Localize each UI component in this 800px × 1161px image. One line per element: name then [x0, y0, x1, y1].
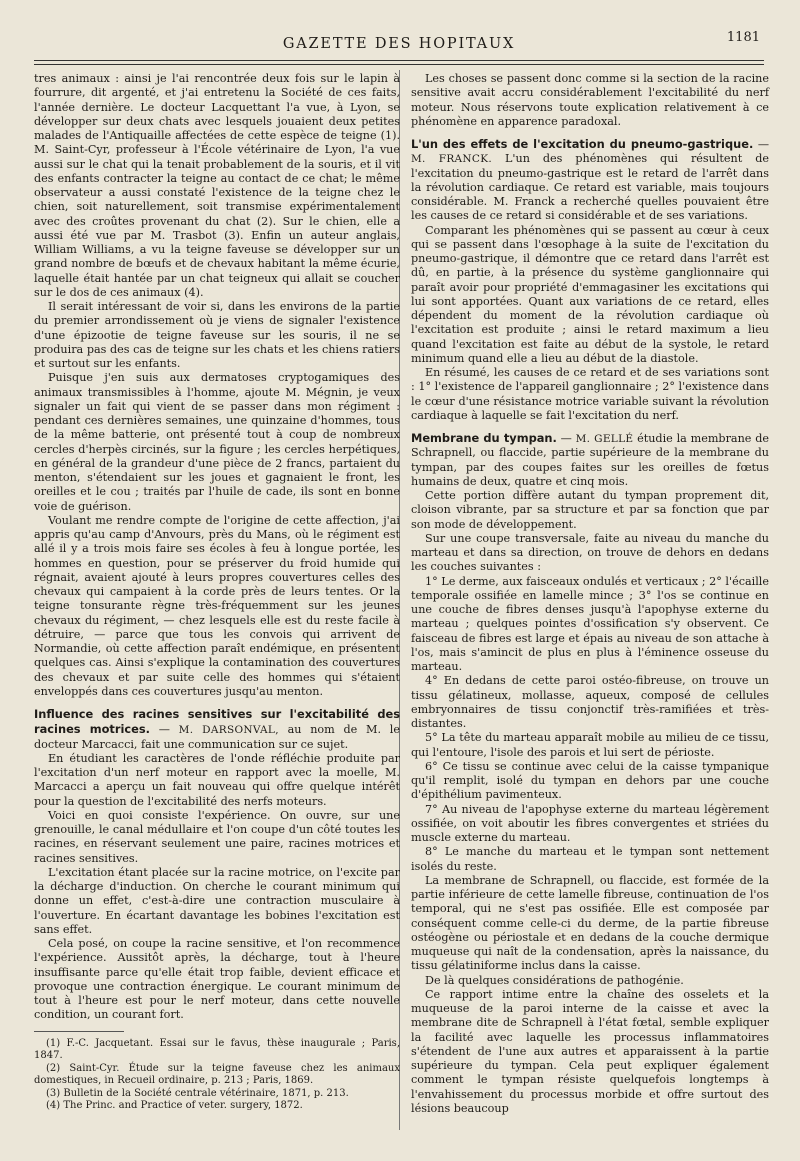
section-intro: étudie la membrane de Schrapnell, ou flaccide, partie supérieure de la membrane du tympan, par des coupes faites sur les oreilles de fœtus humains de deux, quatre et cinq mois.: [411, 432, 769, 488]
footnote: (1) F.-C. Jacquetant. Essai sur le favus, thèse inaugurale ; Paris, 1847.: [34, 1037, 400, 1061]
journal-title: GAZETTE DES HOPITAUX: [282, 36, 516, 52]
section-heading: Influence des racines sensitives sur l'excitabilité des racines motrices. — M. DARSONVAL, au nom de M. le docteur Marcacci, fait une communication sur ce sujet.: [34, 707, 400, 751]
paragraph: En étudiant les caractères de l'onde réfléchie produite par l'excitation d'un nerf moteur en rapport avec la moelle, M. Marcacci a aperçu un fait nouveau qui offre quelque intérêt pour la question de l'excitabilité des nerfs moteurs.: [34, 751, 400, 808]
paragraph: Sur une coupe transversale, faite au niveau du manche du marteau et dans sa direction, on trouve de dehors en dedans les couches suivantes :: [411, 531, 769, 574]
paragraph: 1° Le derme, aux faisceaux ondulés et verticaux ; 2° l'écaille temporale ossifiée en lamelle mince ; 3° l'os se continue en une couche de fibres denses jusqu'à l'apophyse externe du marteau ; quelques pointes d'ossification s'y observent. Ce faisceau de fibres est large et épais au niveau de son attache à l'os, mais s'amincit de plus en plus à l'éminence osseuse du marteau.: [411, 574, 769, 673]
paragraph: Voici en quoi consiste l'expérience. On ouvre, sur une grenouille, le canal médullaire et l'on coupe d'un côté toutes les racines, en réservant seulement une paire, racines motrices et racines sensitives.: [34, 808, 400, 865]
section-title: L'un des effets de l'excitation du pneumo-gastrique.: [411, 137, 754, 151]
section-title: Membrane du tympan.: [411, 431, 557, 445]
paragraph: 5° La tête du marteau apparaît mobile au milieu de ce tissu, qui l'entoure, l'isole des parois et lui sert de périoste.: [411, 731, 769, 759]
footnote-rule: [34, 1031, 124, 1032]
paragraph: 7° Au niveau de l'apophyse externe du marteau légèrement ossifiée, on voit aboutir les fibres convergentes et striées du muscle externe du marteau.: [411, 802, 769, 844]
paragraph: Puisque j'en suis aux dermatoses cryptogamiques des animaux transmissibles à l'homme, ajoute M. Mégnin, je veux signaler un fait qui vient de se passer dans mon régiment : pendant ces dernières semaines, une quinzaine d'hommes, tous de la même batterie, ont présenté tout à coup de nombreux cercles d'herpès circinés, sur la figure ; les cercles herpétiques, en général de la grandeur d'une pièce de 2 francs, partaient du menton, s'étendaient sur les joues et gagnaient le front, les oreilles et le cou ; traités par l'huile de cade, ils sont en bonne voie de guérison.: [34, 371, 400, 513]
paragraph: L'excitation étant placée sur la racine motrice, on l'excite par la décharge d'induction. On cherche le courant minimum qui donne un effet, c'est-à-dire une contraction musculaire à l'ouverture. En écartant davantage les bobines l'excitation est sans effet.: [34, 865, 400, 936]
paragraph: 4° En dedans de cette paroi ostéo-fibreuse, on trouve un tissu gélatineux, mollasse, aqueux, composé de cellules embryonnaires de tissu conjonctif très-ramifiées et très-distantes.: [411, 674, 769, 730]
section-intro: au nom de M. le docteur Marcacci, fait une communication sur ce sujet.: [34, 723, 400, 751]
page-header: [34, 28, 764, 62]
paragraph: tres animaux : ainsi je l'ai rencontrée deux fois sur le lapin à fourrure, dit argenté, et j'ai entretenu la Société de ces faits, l'année dernière. Le docteur Lacquettant l'a vue, à Lyon, se développer sur deux chats avec lesquels jouaient deux petites malades de l'Antiquaille affectées de cette espèce de teigne (1). M. Saint-Cyr, professeur à l'École vétérinaire de Lyon, l'a vue aussi sur le chat qui la tenait probablement de la souris, et il vit des enfants contracter la teigne au contact de ce chat; le même observateur a aussi constaté l'existence de la teigne chez le chien, soit naturellement, soit transmise expérimentalement avec des croûtes provenant du chat (2). Sur le chien, elle a aussi été vue par M. Trasbot (3). Enfin un auteur anglais, William Williams, a vu la teigne faveuse se développer sur un grand nombre de bœufs et de chevaux habitant la même écurie, laquelle était hantée par un chat teigneux qui allait se coucher sur le dos de ces animaux (4).: [34, 72, 400, 299]
header-rule: [34, 60, 764, 61]
section-intro: L'un des phénomènes qui résultent de l'excitation du pneumo-gastrique est le retard de l'arrêt dans la révolution cardiaque. Ce retard est variable, mais toujours considérable. M. Franck a recherché quelles pouvaient être les causes de ce retard si considérable et de ses variations.: [411, 152, 769, 223]
footnotes: [34, 1038, 400, 1113]
footnote: (3) Bulletin de la Société centrale vétérinaire, 1871, p. 213.: [46, 1087, 349, 1099]
paragraph: Les choses se passent donc comme si la section de la racine sensitive avait accru considérablement l'excitabilité du nerf moteur. Nous réservons toute explication relativement à ce phénomène en apparence paradoxal.: [411, 72, 769, 128]
section-author: M. DARSONVAL,: [178, 724, 279, 737]
section-heading: L'un des effets de l'excitation du pneumo-gastrique. — M. FRANCK. L'un des phénomènes qui résultent de l'excitation du pneumo-gastrique est le retard de l'arrêt dans la révolution cardiaque. Ce retard est variable, mais toujours considérable. M. Franck a recherché quelles pouvaient être les causes de ce retard si considérable et de ses variations.: [411, 137, 770, 223]
paragraph: Ce rapport intime entre la chaîne des osselets et la muqueuse de la paroi interne de la caisse et avec la membrane dite de Schrapnell à l'état fœtal, semble expliquer la facilité avec laquelle les processus inflammatoires s'étendent de l'une aux autres et apparaissent à la partie supérieure du tympan. Cela peut expliquer également comment le tympan résiste quelquefois longtemps à l'envahissement du processus morbide et offre surtout des lésions beaucoup: [411, 987, 769, 1115]
paragraph: En résumé, les causes de ce retard et de ses variations sont : 1° l'existence de l'appareil ganglionnaire ; 2° l'existence dans le cœur d'une résistance motrice variable suivant la révolution cardiaque à laquelle se fait l'excitation du nerf.: [411, 366, 769, 422]
page-number: 1181: [726, 30, 760, 45]
paragraph: Voulant me rendre compte de l'origine de cette affection, j'ai appris qu'au camp d'Anvours, près du Mans, où le régiment est allé il y a trois mois faire ses écoles à feu à longue portée, les hommes en question, pour se préserver du froid humide qui régnait, avaient ajouté à leurs propres couvertures celles des chevaux qui campaient à la corde près de leurs tentes. Or la teigne tonsurante règne très-fréquemment sur les jeunes chevaux du régiment, — chez lesquels elle est du reste facile à détruire, — parce que tous les convois qui arrivent de Normandie, où cette affection paraît endémique, en présentent quelques cas. Ainsi s'explique la contamination des couvertures des chevaux et par suite celle des hommes qui s'étaient enveloppés dans ces couvertures jusqu'au menton.: [34, 513, 400, 698]
section-author: M. GELLÉ: [575, 433, 634, 445]
paragraph: 6° Ce tissu se continue avec celui de la caisse tympanique qu'il remplit, isolé du tympan en dehors par une couche d'épithélium pavimenteux.: [411, 759, 769, 802]
paragraph: 8° Le manche du marteau et le tympan sont nettement isolés du reste.: [411, 845, 769, 873]
paragraph: Il serait intéressant de voir si, dans les environs de la partie du premier arrondissement où je viens de signaler l'existence d'une épizootie de teigne faveuse sur les souris, il ne se produira pas des cas de teigne sur les chats et les chiens ratiers et surtout sur les enfants.: [34, 300, 400, 370]
section-author: M. FRANCK.: [411, 153, 493, 166]
footnote: (4) The Princ. and Practice of veter. surgery, 1872.: [46, 1100, 303, 1111]
paragraph: Comparant les phénomènes qui se passent au cœur à ceux qui se passent dans l'œsophage à la suite de l'excitation du pneumo-gastrique, il démontre que ce retard dans l'arrêt est dû, en partie, à la présence du système ganglionnaire qui paraît avoir pour propriété d'emmagasiner les excitations qui lui sont apportées. Quant aux variations de ce retard, elles dépendent du moment de la révolution cardiaque où l'excitation est produite ; ainsi le retard maximum a lieu quand l'excitation est faite au début de la systole, le retard minimum quand elle a lieu au début de la diastole.: [411, 223, 769, 365]
header-rule-double: [34, 64, 764, 65]
section-title: Influence des racines sensitives sur l'excitabilité des racines motrices.: [34, 707, 400, 737]
right-column: [411, 72, 769, 1116]
paragraph: Cela posé, on coupe la racine sensitive, et l'on recommence l'expérience. Aussitôt après, la décharge, tout à l'heure insuffisante parce qu'elle était trop faible, devient efficace et provoque une contraction énergique. Le courant minimum de tout à l'heure est pour le nerf moteur, dans cette nouvelle condition, un courant fort.: [34, 937, 400, 1022]
paragraph: De là quelques considérations de pathogénie.: [425, 973, 684, 987]
footnote: (2) Saint-Cyr. Étude sur la teigne faveuse chez les animaux domestiques, in Recueil ordinaire, p. 213 ; Paris, 1869.: [34, 1062, 400, 1086]
paragraph: La membrane de Schrapnell, ou flaccide, est formée de la partie inférieure de cette lamelle fibreuse, continuation de l'os temporal, qui ne s'est pas ossifiée. Elle est composée par conséquent comme celle-ci du derme, de la partie fibreuse ostéogène ou périostale et en dedans de la couche dermique muqueuse qui naît de la condensation, après la naissance, du tissu gélatiniforme inclus dans la caisse.: [411, 873, 769, 973]
left-column: [34, 72, 400, 1113]
paragraph: Cette portion diffère autant du tympan proprement dit, cloison vibrante, par sa structure et par sa fonction que par son mode de développement.: [411, 489, 769, 531]
section-heading: Membrane du tympan. — M. GELLÉ étudie la membrane de Schrapnell, ou flaccide, partie supérieure de la membrane du tympan, par des coupes faites sur les oreilles de fœtus humains de deux, quatre et cinq mois.: [411, 431, 769, 488]
